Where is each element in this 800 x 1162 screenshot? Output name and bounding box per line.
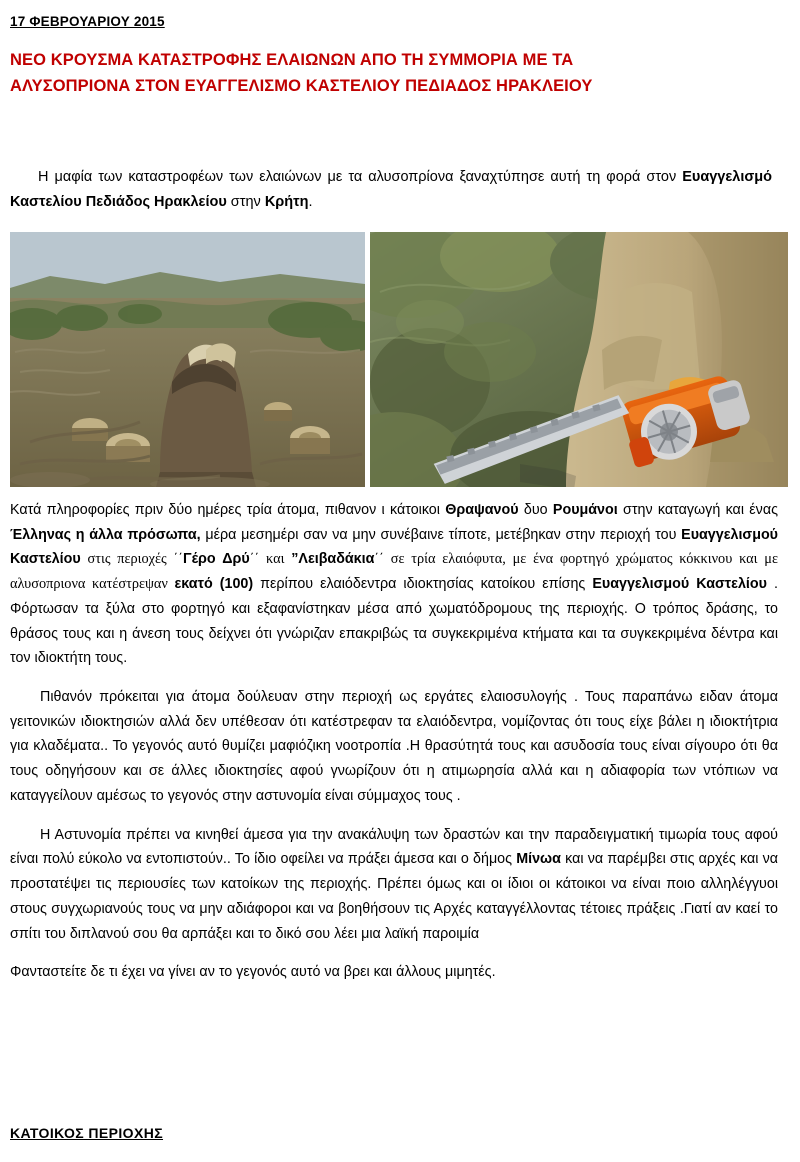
paragraph-3 <box>10 823 778 947</box>
p3-s2: και να παρέμβει στις αρχές και να προστατέψει τις περιουσίες των κατοίκων της περιοχής. Πρέπει όμως και οι ίδιοι οι κάτοικοι να είναι ποιο αλληλέγγυοι στους συγχωριανούς τους να μην αδιάφοροι και να βοηθήσουν τις Αρχές καταγγέλλοντας τέτοιες πράξεις .Γιατί αν καεί το σπίτι του διπλανού σου θα αρπάξει και το δικό σου λέει μια λαϊκή παροιμία <box>10 851 778 942</box>
paragraph-2 <box>10 685 778 809</box>
signature: ΚΑΤΟΙΚΟΣ ΠΕΡΙΟΧΗΣ <box>10 1125 164 1141</box>
lead-text-3: . <box>308 194 313 211</box>
p1-b4: Ευαγγελισμού Καστελίου <box>10 526 778 568</box>
p3-s1: Η Αστυνομία πρέπει να κινηθεί άμεσα για την ανακάλυψη των δραστών και την παραδειγματική τιμωρία τους αφού είναι πολύ εύκολο να εντοπιστούν.. Το ίδιο οφείλει να πράξει άμεσα και ο δήμος <box>10 826 778 868</box>
lead-bold-1: Ευαγγελισμό Καστελίου Πεδιάδος Ηρακλείου <box>10 169 772 211</box>
p1-b5: Γέρο Δρύ <box>182 551 250 568</box>
paragraph-4 <box>10 960 778 985</box>
p1-s6: ΄΄ και <box>249 551 292 568</box>
p1-s4: μέρα μεσημέρι σαν να μην συνέβαινε τίποτε, μετέβηκαν στην περιοχή του <box>200 526 682 543</box>
chainsaw-operator-photo <box>370 232 788 487</box>
lead-text-1: Η μαφία των καταστροφέων των ελαιώνων με τα αλυσοπρίονα ξαναχτύπησε αυτή τη φορά στον <box>38 169 683 185</box>
p1-s2: δυο <box>518 502 553 518</box>
p4-text: Φανταστείτε δε τι έχει να γίνει αν το γεγονός αυτό να βρει και άλλους μιμητές. <box>10 964 496 981</box>
p1-b3: Έλληνας η άλλα πρόσωπα, <box>10 526 201 543</box>
photo-row <box>10 232 790 487</box>
headline-line-2: ΑΛΥΣΟΠΡΙΟΝΑ ΣΤΟΝ ΕΥΑΓΓΕΛΙΣΜΟ ΚΑΣΤΕΛΙΟΥ ΠΕΔΙΑΔΟΣ ΗΡΑΚΛΕΙΟΥ <box>10 76 593 95</box>
lead-bold-2: Κρήτη <box>264 194 309 211</box>
p1-b8: Ευαγγελισμού Καστελίου <box>592 576 767 593</box>
felled-olive-tree-graphic <box>10 232 365 487</box>
p2-text: Πιθανόν πρόκειται για άτομα δούλευαν στην περιοχή ως εργάτες ελαιοσυλογής . Τους παραπάνω ειδαν άτομα γειτονικών ιδιοκτησιών αλλά δεν υπέθεσαν ότι κατέστρεφαν τα ελαιόδεντρα, νομίζοντας ότι τους είχε βάλει η ιδιοκτήτρια για κλαδέματα.. Το γεγονός αυτό θυμίζει μαφιόζικη νοοτροπία .Η θρασύτητά τους και ασυδοσία τους είναι σίγουρο ότι θα τους οδηγήσουν και σε άλλες ιδιοκτησίες αφού γνωρίζουν ότι η ατιμωρησία αλλά και η αδιαφορία των ντόπιων να καταγγείλουν αμέσως το γεγονός στην αστυνομία είναι σύμμαχος τους . <box>10 689 778 804</box>
date-line: 17 ΦΕΒΡΟΥΑΡΙΟΥ 2015 <box>10 14 165 29</box>
felled-olive-tree-photo <box>10 232 365 487</box>
p3-b1: Μίνωα <box>516 851 561 868</box>
p1-b2: Ρουμάνοι <box>552 502 618 518</box>
p1-b1: Θραψανού <box>445 502 519 518</box>
headline-line-1: ΝΕΟ ΚΡΟΥΣΜΑ ΚΑΤΑΣΤΡΟΦΗΣ ΕΛΑΙΩΝΩΝ ΑΠΟ ΤΗ ΣΥΜΜΟΡΙΑ ΜΕ ΤΑ <box>10 51 574 69</box>
p1-s5: στις περιοχές ΄΄ <box>80 551 183 568</box>
page-title <box>10 48 770 99</box>
chainsaw-operator-graphic <box>370 232 788 487</box>
lead-text-2: στην <box>226 194 265 211</box>
p1-s9: . Φόρτωσαν τα ξύλα στο φορτηγό και εξαφανίστηκαν μέσα από χωματόδρομους της περιοχής. Ο τρόπος δράσης, το θράσος τους και η άνεση τους δείχνει ότι γνώριζαν επακριβώς τα συγκεκριμένα κτήματα και τα συγκεκριμένα δέντρα και τον ιδιοκτήτη τους. <box>10 576 778 667</box>
paragraph-1 <box>10 498 778 671</box>
p1-s7: ΄΄ σε τρία ελαιόφυτα, με ένα φορτηγό χρώματος κόκκινου και με αλυσοπριονα κατέστρεψαν <box>10 551 778 593</box>
p1-b7: εκατό (100) <box>174 576 254 593</box>
p1-s8: περίπου ελαιόδεντρα ιδιοκτησίας κατοίκου επίσης <box>253 576 593 593</box>
p1-s1: Κατά πληροφορίες πριν δύο ημέρες τρία άτομα, πιθανον ι κάτοικοι <box>10 502 446 518</box>
p1-b6: ”Λειβαδάκια <box>291 551 375 568</box>
article-body <box>10 498 778 985</box>
p1-s3: στην καταγωγή και ένας <box>617 502 778 518</box>
lead-paragraph <box>10 165 772 216</box>
